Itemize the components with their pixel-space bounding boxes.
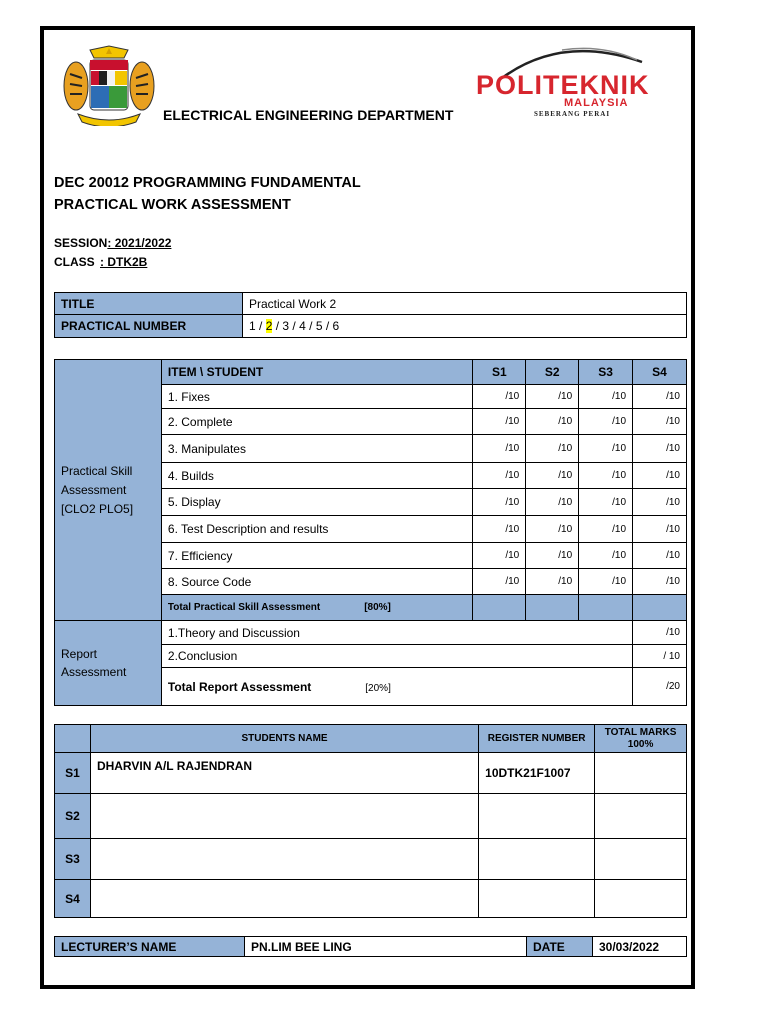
report-total-label: Total Report Assessment: [167, 679, 312, 694]
mark-cell-s1: /10: [473, 489, 526, 516]
student-name: [90, 839, 478, 880]
mark-cell-s2: /10: [526, 569, 579, 595]
session-class-block: [54, 234, 171, 272]
student-id: S2: [55, 794, 91, 839]
mark-cell-s2: /10: [526, 385, 579, 409]
practical-total-cell: [161, 595, 472, 621]
practical-item-label: 4. Builds: [161, 463, 472, 489]
practical-total-s2: [526, 595, 579, 621]
logo-sub-text: MALAYSIA: [564, 97, 629, 109]
mark-cell-s3: /10: [579, 489, 633, 516]
mark-cell-s1: /10: [473, 516, 526, 543]
number-separator: /: [255, 319, 266, 333]
mark-cell-s1: /10: [473, 569, 526, 595]
practical-total-s3: [579, 595, 633, 621]
mark-cell-s4: /10: [633, 569, 687, 595]
report-total-cell: [161, 668, 632, 706]
mark-cell-s1: /10: [473, 409, 526, 435]
mark-cell-s1: /10: [473, 435, 526, 463]
student-total-marks: [595, 794, 687, 839]
practical-number-5: 5: [315, 319, 323, 333]
practical-item-label: 3. Manipulates: [161, 435, 472, 463]
practical-item-label: 8. Source Code: [161, 569, 472, 595]
title-value: Practical Work 2: [243, 293, 687, 315]
report-item-row: [55, 621, 687, 645]
course-heading: [54, 172, 361, 216]
students-name-header: STUDENTS NAME: [90, 725, 478, 753]
assessment-title: PRACTICAL WORK ASSESSMENT: [54, 197, 291, 213]
number-separator: /: [272, 319, 283, 333]
practical-total-s1: [473, 595, 526, 621]
s2-header: S2: [526, 360, 579, 385]
s3-header: S3: [579, 360, 633, 385]
mark-cell-s2: /10: [526, 409, 579, 435]
logo-main-text: POLITEKNIK: [476, 70, 650, 100]
politeknik-logo: [472, 42, 684, 122]
student-total-marks: [595, 880, 687, 918]
department-title: ELECTRICAL ENGINEERING DEPARTMENT: [163, 107, 454, 123]
mark-cell-s3: /10: [579, 543, 633, 569]
practical-total-pct: [80%]: [364, 602, 391, 613]
student-id: S1: [55, 753, 91, 794]
student-register-number: [479, 839, 595, 880]
student-total-marks: [595, 839, 687, 880]
mark-cell-s4: /10: [633, 516, 687, 543]
mark-cell-s4: /10: [633, 543, 687, 569]
practical-total-label: Total Practical Skill Assessment: [167, 602, 321, 613]
mark-cell-s4: /10: [633, 385, 687, 409]
mark-cell-s1: /10: [473, 543, 526, 569]
session-value: : 2021/2022: [107, 236, 172, 250]
student-name: DHARVIN A/L RAJENDRAN: [90, 753, 478, 794]
report-item-mark: /10: [633, 621, 687, 645]
s1-header: S1: [473, 360, 526, 385]
student-register-number: 10DTK21F1007: [479, 753, 595, 794]
mark-cell-s4: /10: [633, 409, 687, 435]
practical-item-label: 5. Display: [161, 489, 472, 516]
logo-campus-text: SEBERANG PERAI: [534, 110, 611, 118]
lecturer-name: PN.LIM BEE LING: [245, 937, 527, 957]
students-table: [54, 724, 687, 918]
mark-cell-s2: /10: [526, 543, 579, 569]
mark-cell-s2: /10: [526, 516, 579, 543]
practical-number-2: 2: [265, 319, 273, 333]
lecturer-table: [54, 936, 687, 957]
practical-total-s4: [633, 595, 687, 621]
s4-header: S4: [633, 360, 687, 385]
mark-cell-s2: /10: [526, 435, 579, 463]
mark-cell-s1: /10: [473, 463, 526, 489]
practical-skill-label: Practical Skill Assessment [CLO2 PLO5]: [55, 360, 162, 621]
date-value: 30/03/2022: [593, 937, 687, 957]
mark-cell-s3: /10: [579, 569, 633, 595]
lecturer-label: LECTURER’S NAME: [55, 937, 245, 957]
session-label: SESSION: [54, 236, 108, 250]
practical-number-4: 4: [299, 319, 306, 333]
practical-number-1: 1: [249, 319, 256, 333]
total-marks-header: TOTAL MARKS 100%: [595, 725, 687, 753]
number-separator: /: [289, 319, 300, 333]
practical-number-3: 3: [282, 319, 290, 333]
report-item-label: 1.Theory and Discussion: [161, 621, 632, 645]
mark-cell-s2: /10: [526, 489, 579, 516]
student-id: S4: [55, 880, 91, 918]
student-id: S3: [55, 839, 91, 880]
malaysia-coat-of-arms-icon: [60, 44, 158, 126]
practical-number-options: [243, 315, 687, 338]
student-register-number: [479, 794, 595, 839]
practical-item-label: 6. Test Description and results: [161, 516, 472, 543]
student-id-header: [55, 725, 91, 753]
practical-number-6: 6: [332, 319, 340, 333]
item-student-header: ITEM \ STUDENT: [161, 360, 472, 385]
practical-item-label: 7. Efficiency: [161, 543, 472, 569]
mark-cell-s4: /10: [633, 463, 687, 489]
number-separator: /: [305, 319, 316, 333]
date-label: DATE: [527, 937, 593, 957]
mark-cell-s3: /10: [579, 463, 633, 489]
report-total-pct: [20%]: [365, 682, 391, 694]
mark-cell-s3: /10: [579, 435, 633, 463]
report-total-mark: /20: [633, 668, 687, 706]
assessment-table: [54, 359, 687, 706]
student-row: [55, 839, 687, 880]
mark-cell-s3: /10: [579, 385, 633, 409]
student-row: [55, 753, 687, 794]
practical-number-label: PRACTICAL NUMBER: [55, 315, 243, 338]
title-table: [54, 292, 687, 338]
report-assessment-label: Report Assessment: [55, 621, 162, 706]
mark-cell-s4: /10: [633, 435, 687, 463]
report-item-label: 2.Conclusion: [161, 645, 632, 668]
student-row: [55, 880, 687, 918]
student-total-marks: [595, 753, 687, 794]
mark-cell-s1: /10: [473, 385, 526, 409]
student-row: [55, 794, 687, 839]
report-item-mark: / 10: [633, 645, 687, 668]
number-separator: /: [322, 319, 333, 333]
student-register-number: [479, 880, 595, 918]
mark-cell-s2: /10: [526, 463, 579, 489]
practical-item-label: 2. Complete: [161, 409, 472, 435]
student-name: [90, 880, 478, 918]
mark-cell-s3: /10: [579, 516, 633, 543]
mark-cell-s3: /10: [579, 409, 633, 435]
course-code-title: DEC 20012 PROGRAMMING FUNDAMENTAL: [54, 175, 361, 191]
practical-item-label: 1. Fixes: [161, 385, 472, 409]
title-label: TITLE: [55, 293, 243, 315]
mark-cell-s4: /10: [633, 489, 687, 516]
register-number-header: REGISTER NUMBER: [479, 725, 595, 753]
class-label: CLASS: [54, 255, 95, 269]
student-name: [90, 794, 478, 839]
class-value: : DTK2B: [100, 255, 148, 269]
